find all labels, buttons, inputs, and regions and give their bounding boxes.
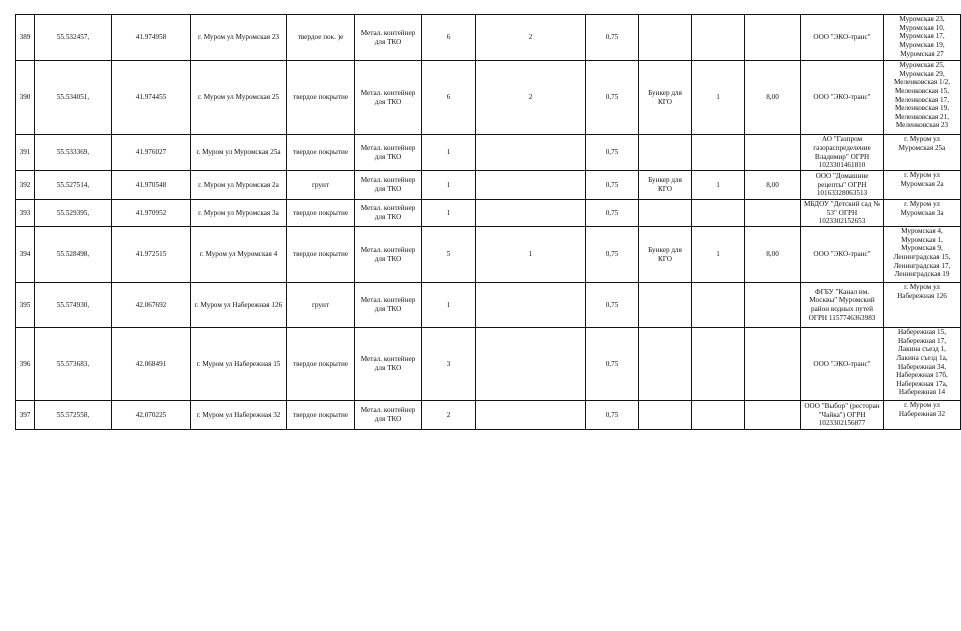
bunker-count-cell <box>692 15 745 61</box>
address-cell: г. Муром ул Муромская 3а <box>191 200 287 227</box>
bunker-volume-cell: 8,00 <box>745 171 801 200</box>
served-address: Муромская 1, <box>901 235 943 244</box>
served-address: Муромская 4, <box>901 227 943 235</box>
served-address: Муромская 29, <box>899 69 945 78</box>
owner-cell: ООО "ЭКО-транс" <box>801 227 884 283</box>
bunker-type-cell <box>639 15 692 61</box>
container-volume-cell: 0,75 <box>586 171 639 200</box>
surface-cell: грунт <box>287 283 355 328</box>
served-address: Муромская 25а <box>898 143 946 152</box>
surface-cell: твердое покрытие <box>287 200 355 227</box>
served-address: Муромская 3а <box>900 208 944 217</box>
owner-cell: АО "Газпром газораспределение Владимир" ОГРН 1023301461810 <box>801 135 884 171</box>
container-count-cell: 3 <box>422 328 476 401</box>
container-type-cell: Метал. контейнер для ТКО <box>355 171 422 200</box>
container-volume-cell: 0,75 <box>586 61 639 135</box>
bunker-count-cell <box>692 135 745 171</box>
served-addresses-cell <box>884 401 961 430</box>
row-number: 395 <box>16 283 35 328</box>
table-row <box>16 328 961 401</box>
table-row <box>16 283 961 328</box>
longitude-cell: 41.974958 <box>112 15 191 61</box>
latitude-cell: 55.574930, <box>35 283 112 328</box>
served-address: г. Муром ул <box>904 171 940 179</box>
bunker-volume-cell: 8,00 <box>745 227 801 283</box>
address-cell: г. Муром ул Муромская 25а <box>191 135 287 171</box>
row-number: 397 <box>16 401 35 430</box>
served-address: Набережная 17б, <box>896 371 948 380</box>
container-type-cell: Метал. контейнер для ТКО <box>355 200 422 227</box>
planned-count-cell: 2 <box>476 15 586 61</box>
container-type-cell: Метал. контейнер для ТКО <box>355 328 422 401</box>
latitude-cell: 55.527514, <box>35 171 112 200</box>
container-type-cell: Метал. контейнер для ТКО <box>355 135 422 171</box>
owner-cell: МБДОУ "Детский сад № 53" ОГРН 1023302152653 <box>801 200 884 227</box>
planned-count-cell <box>476 135 586 171</box>
longitude-cell: 42.070225 <box>112 401 191 430</box>
bunker-volume-cell <box>745 401 801 430</box>
bunker-volume-cell <box>745 15 801 61</box>
bunker-count-cell <box>692 200 745 227</box>
container-count-cell: 6 <box>422 61 476 135</box>
longitude-cell: 41.970548 <box>112 171 191 200</box>
bunker-count-cell <box>692 401 745 430</box>
latitude-cell: 55.533369, <box>35 135 112 171</box>
container-count-cell: 2 <box>422 401 476 430</box>
container-volume-cell: 0,75 <box>586 283 639 328</box>
bunker-volume-cell <box>745 283 801 328</box>
served-addresses-cell <box>884 283 961 328</box>
row-number: 392 <box>16 171 35 200</box>
table-row <box>16 171 961 200</box>
longitude-cell: 41.970952 <box>112 200 191 227</box>
owner-cell: ООО "ЭКО-транс" <box>801 15 884 61</box>
served-address: Муромская 10, <box>899 23 945 32</box>
served-address: Муромская 23, <box>899 15 945 23</box>
container-volume-cell: 0,75 <box>586 135 639 171</box>
latitude-cell: 55.529395, <box>35 200 112 227</box>
bunker-type-cell <box>639 200 692 227</box>
bunker-type-cell <box>639 283 692 328</box>
served-addresses-cell <box>884 227 961 283</box>
served-address: г. Муром ул <box>904 200 940 208</box>
longitude-cell: 41.972515 <box>112 227 191 283</box>
latitude-cell: 55.573683, <box>35 328 112 401</box>
container-count-cell: 6 <box>422 15 476 61</box>
surface-cell: твердое покрытие <box>287 135 355 171</box>
container-volume-cell: 0,75 <box>586 15 639 61</box>
served-addresses-cell <box>884 328 961 401</box>
address-cell: г. Муром ул Муромская 4 <box>191 227 287 283</box>
bunker-count-cell: 1 <box>692 227 745 283</box>
table-row <box>16 200 961 227</box>
bunker-count-cell: 1 <box>692 61 745 135</box>
container-count-cell: 5 <box>422 227 476 283</box>
owner-cell: ООО "ЭКО-транс" <box>801 328 884 401</box>
served-address: Ленинградская 19 <box>894 270 950 279</box>
bunker-volume-cell: 8,00 <box>745 61 801 135</box>
longitude-cell: 42.068491 <box>112 328 191 401</box>
container-volume-cell: 0,75 <box>586 200 639 227</box>
table-row <box>16 15 961 61</box>
planned-count-cell <box>476 200 586 227</box>
served-address: Меленковская 1/2, <box>893 78 951 87</box>
bunker-type-cell <box>639 328 692 401</box>
owner-cell: ФГБУ "Канал им. Москвы" Муромский район водных путей ОГРН 1157746363983 <box>801 283 884 328</box>
served-address: Муромская 2а <box>900 179 944 188</box>
table-row <box>16 227 961 283</box>
served-address: г. Муром ул <box>904 135 940 143</box>
surface-cell: твердое покрытие <box>287 328 355 401</box>
longitude-cell: 41.976027 <box>112 135 191 171</box>
latitude-cell: 55.534051, <box>35 61 112 135</box>
surface-cell: твердое покрытие <box>287 61 355 135</box>
container-type-cell: Метал. контейнер для ТКО <box>355 61 422 135</box>
bunker-type-cell <box>639 401 692 430</box>
row-number: 396 <box>16 328 35 401</box>
served-addresses-cell <box>884 200 961 227</box>
bunker-count-cell: 1 <box>692 171 745 200</box>
served-address: Муромская 27 <box>900 49 944 58</box>
container-volume-cell: 0,75 <box>586 401 639 430</box>
served-address: Муромская 19, <box>899 40 945 49</box>
served-address: Меленковская 15, <box>894 86 950 95</box>
table-row <box>16 61 961 135</box>
bunker-type-cell: Бункер для КГО <box>639 171 692 200</box>
planned-count-cell <box>476 328 586 401</box>
served-address: Набережная 17а, <box>896 379 948 388</box>
owner-cell: ООО "Домашние рецепты" ОГРН 1016332806351З <box>801 171 884 200</box>
surface-cell: твердое покрытие <box>287 401 355 430</box>
container-volume-cell: 0,75 <box>586 227 639 283</box>
bunker-count-cell <box>692 283 745 328</box>
served-address: Муромская 9, <box>901 244 943 253</box>
surface-cell: грунт <box>287 171 355 200</box>
served-address: Меленковская 19, <box>894 104 950 113</box>
longitude-cell: 41.974455 <box>112 61 191 135</box>
served-address: Лакина съезд 1, <box>898 345 946 354</box>
latitude-cell: 55.532457, <box>35 15 112 61</box>
container-volume-cell: 0,75 <box>586 328 639 401</box>
row-number: 393 <box>16 200 35 227</box>
served-addresses-cell <box>884 135 961 171</box>
served-address: Меленковская 23 <box>895 121 949 130</box>
container-type-cell: Метал. контейнер для ТКО <box>355 15 422 61</box>
served-addresses-cell <box>884 15 961 61</box>
container-count-cell: 1 <box>422 171 476 200</box>
served-address: г. Муром ул <box>904 283 940 291</box>
planned-count-cell: 1 <box>476 227 586 283</box>
bunker-volume-cell <box>745 200 801 227</box>
served-address: г. Муром ул <box>904 401 940 409</box>
planned-count-cell <box>476 401 586 430</box>
row-number: 389 <box>16 15 35 61</box>
waste-sites-table <box>15 14 961 430</box>
bunker-volume-cell <box>745 328 801 401</box>
served-address: Ленинградская 17, <box>893 261 951 270</box>
container-count-cell: 1 <box>422 200 476 227</box>
surface-cell: твердое покрытие <box>287 227 355 283</box>
row-number: 390 <box>16 61 35 135</box>
address-cell: г. Муром ул Муромская 25 <box>191 61 287 135</box>
served-address: Меленковская 21, <box>894 112 950 121</box>
served-address: Набережная 17, <box>897 336 946 345</box>
table-row <box>16 135 961 171</box>
served-address: Набережная 34, <box>897 362 946 371</box>
bunker-type-cell: Бункер для КГО <box>639 227 692 283</box>
served-address: Меленковская 17, <box>894 95 950 104</box>
bunker-volume-cell <box>745 135 801 171</box>
row-number: 391 <box>16 135 35 171</box>
served-address: Муромская 17, <box>899 32 945 41</box>
container-type-cell: Метал. контейнер для ТКО <box>355 401 422 430</box>
served-addresses-cell <box>884 61 961 135</box>
registry-sheet <box>15 14 951 430</box>
latitude-cell: 55.528498, <box>35 227 112 283</box>
served-address: Набережная 126 <box>897 291 947 300</box>
surface-cell: твердое пок. )е <box>287 15 355 61</box>
served-address: Набережная 14 <box>898 388 946 397</box>
planned-count-cell <box>476 171 586 200</box>
latitude-cell: 55.572558, <box>35 401 112 430</box>
address-cell: г. Муром ул Набережная 126 <box>191 283 287 328</box>
bunker-type-cell <box>639 135 692 171</box>
owner-cell: ООО "ЭКО-транс" <box>801 61 884 135</box>
address-cell: г. Муром ул Муромская 2а <box>191 171 287 200</box>
planned-count-cell <box>476 283 586 328</box>
container-count-cell: 1 <box>422 135 476 171</box>
address-cell: г. Муром ул Набережная 15 <box>191 328 287 401</box>
table-row <box>16 401 961 430</box>
address-cell: г. Муром ул Набережная 32 <box>191 401 287 430</box>
address-cell: г. Муром ул Муромская 23 <box>191 15 287 61</box>
served-address: Ленинградская 15, <box>893 252 951 261</box>
longitude-cell: 42.067692 <box>112 283 191 328</box>
container-count-cell: 1 <box>422 283 476 328</box>
row-number: 394 <box>16 227 35 283</box>
served-addresses-cell <box>884 171 961 200</box>
served-address: Набережная 32 <box>898 409 946 418</box>
planned-count-cell: 2 <box>476 61 586 135</box>
bunker-type-cell: Бункер для КГО <box>639 61 692 135</box>
bunker-count-cell <box>692 328 745 401</box>
container-type-cell: Метал. контейнер для ТКО <box>355 283 422 328</box>
owner-cell: ООО "Выбор" (ресторан "Чайка") ОГРН 1023302156877 <box>801 401 884 430</box>
served-address: Набережная 15, <box>897 328 946 336</box>
served-address: Муромская 25, <box>899 61 945 69</box>
container-type-cell: Метал. контейнер для ТКО <box>355 227 422 283</box>
served-address: Лакина съезд 1а, <box>896 353 948 362</box>
